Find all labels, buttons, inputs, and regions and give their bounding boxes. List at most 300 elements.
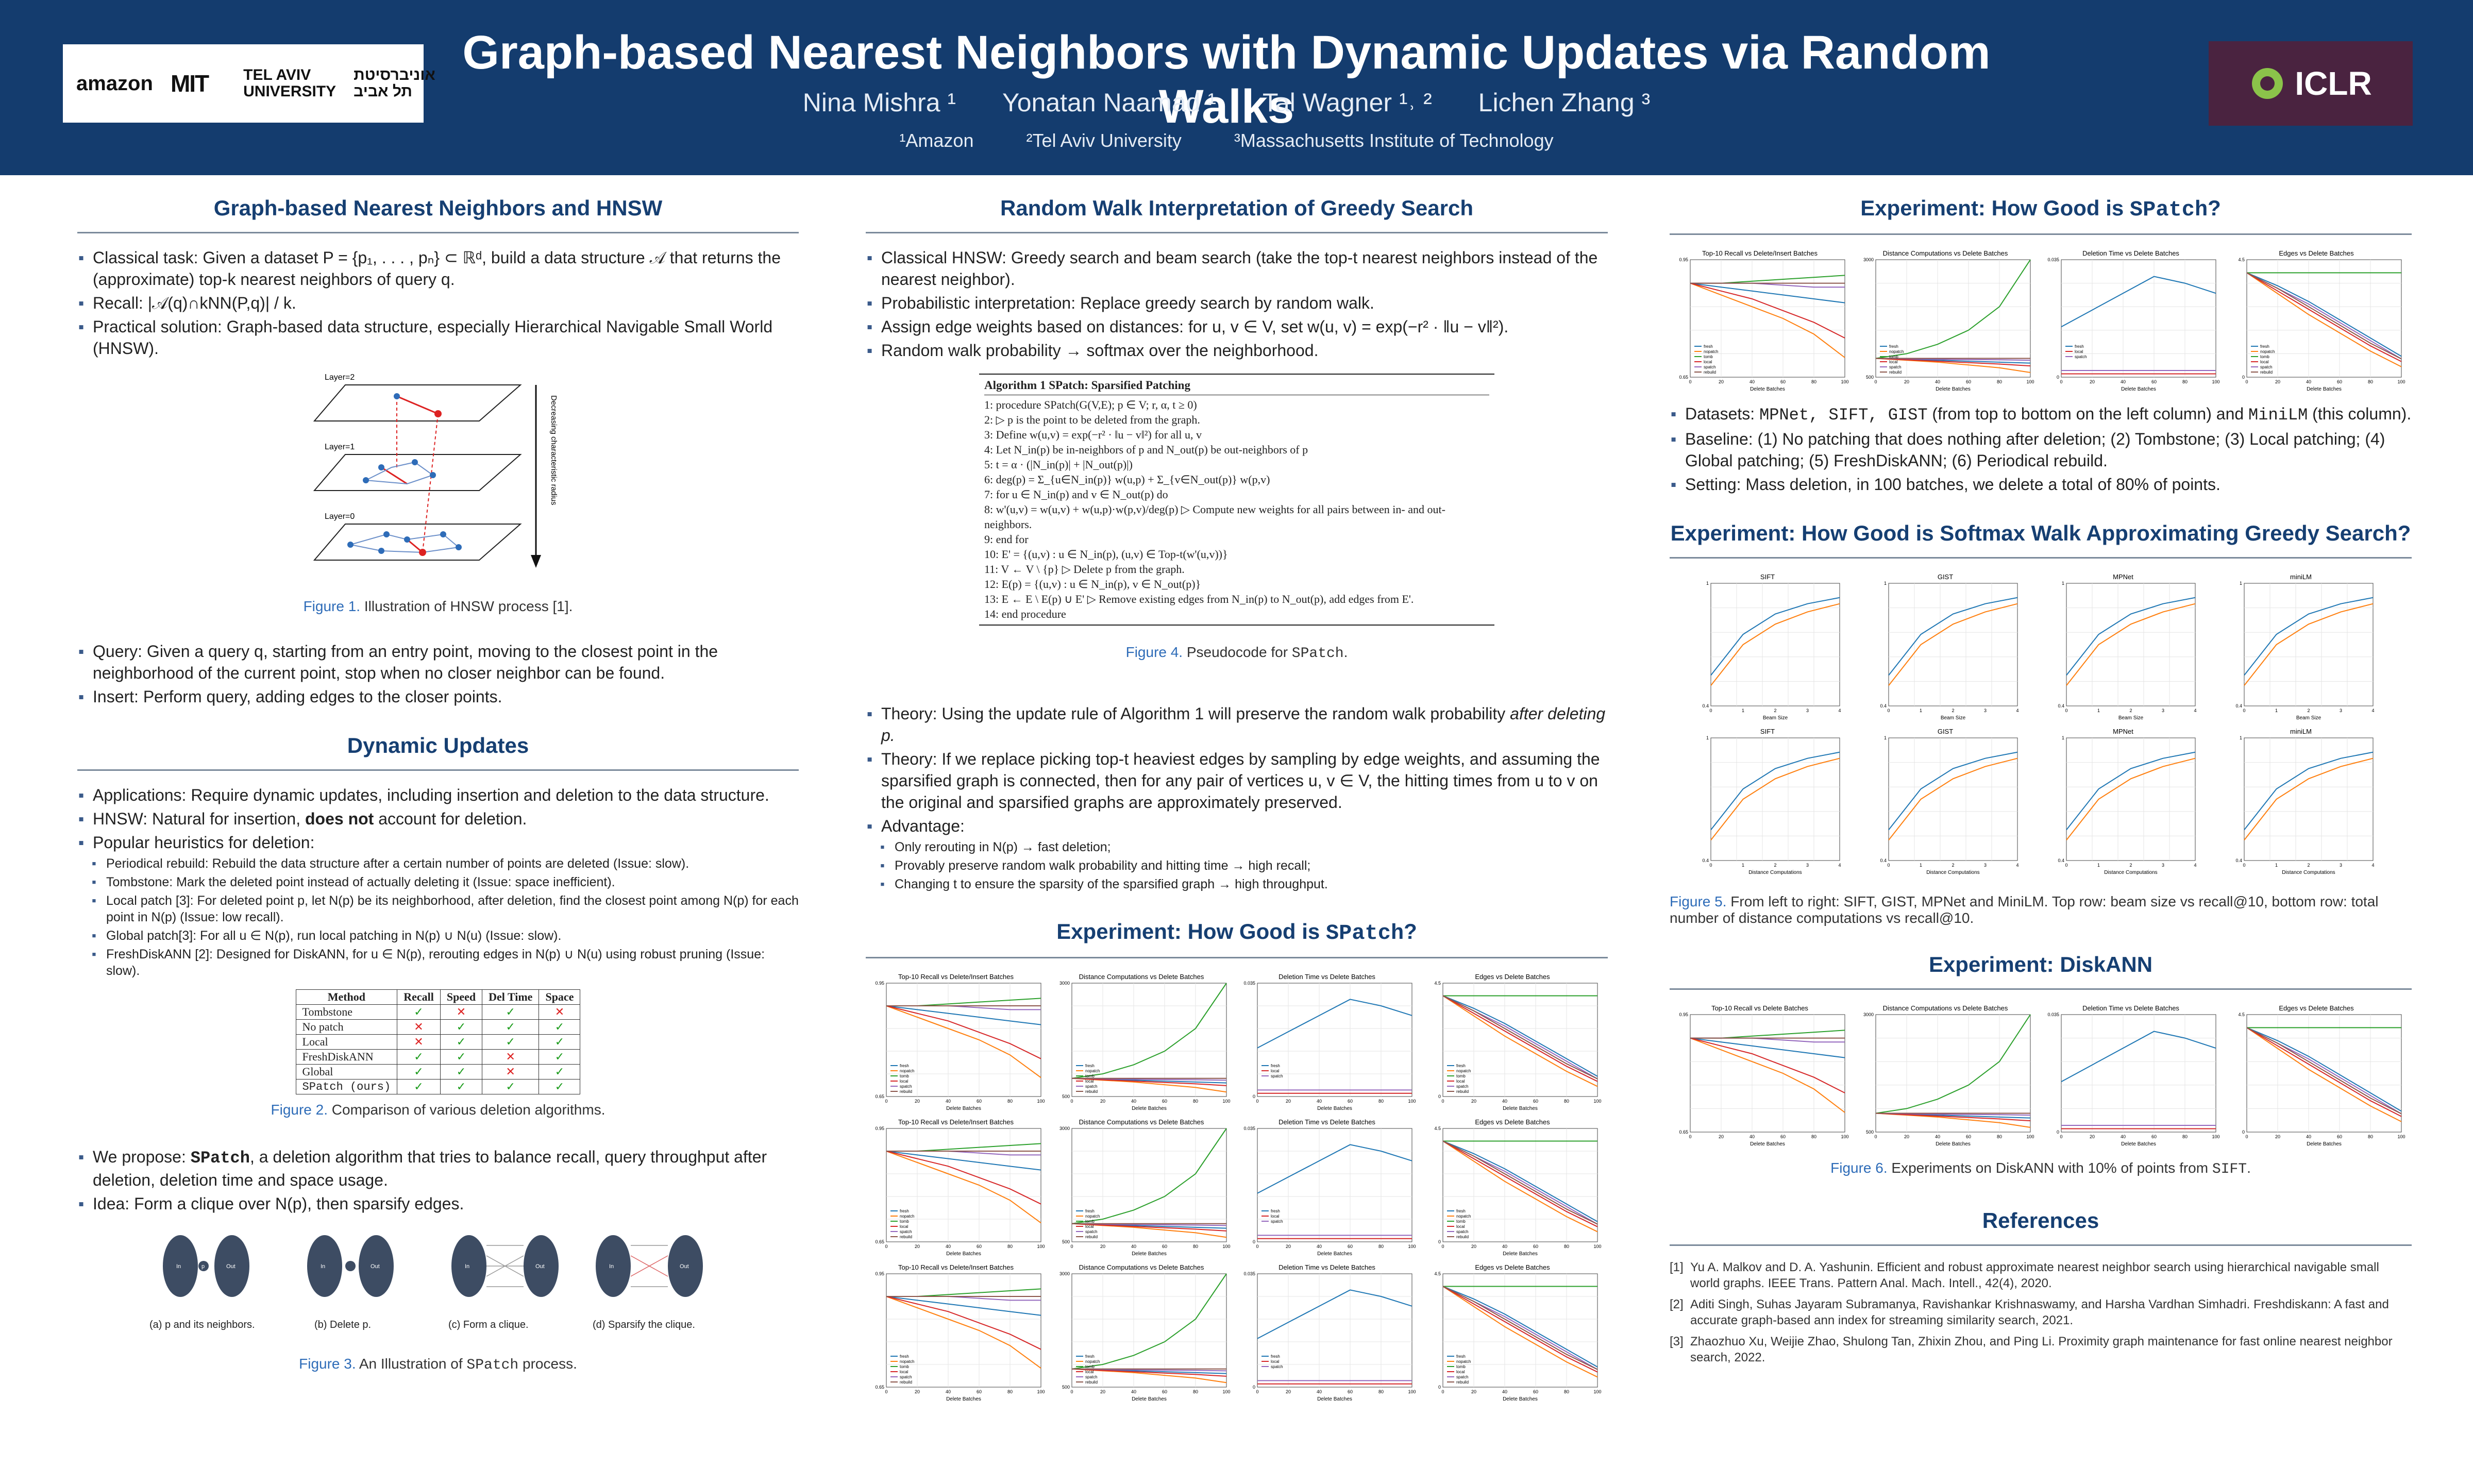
algo-line: 11: V ← V \ {p} ▷ Delete p from the graph. [984,563,1185,576]
algo-line: 5: t = α · (|N_in(p)| + |N_out(p)|) [984,458,1133,471]
section-title: Experiment: DiskANN [1670,952,2412,990]
x-tick-label: 80 [1811,379,1817,384]
table-row: Local ✕ ✓ ✓ ✓ [296,1035,580,1050]
list-item: ▪ Local patch [3]: For deleted point p, let N(p) be its neighborhood, after deletion, find the closest point among N(p) for each point in N(p) (Issue: low recall). [91,892,799,925]
x-tick-label: 100 [1841,1134,1849,1139]
line-chart [1237,1117,1417,1257]
legend-label: fresh [1456,1354,1466,1359]
x-tick-label: 60 [1533,1389,1539,1394]
line-chart [1690,727,1845,876]
x-tick-label: 3 [1806,708,1809,713]
x-tick-label: 20 [914,1389,920,1394]
line-chart [1051,972,1232,1112]
x-tick-label: 20 [2089,379,2095,384]
x-tick-label: 40 [2120,379,2126,384]
x-tick-label: 80 [1563,1244,1570,1249]
legend-label: nopatch [1889,349,1904,354]
svg-text:Layer=0: Layer=0 [325,512,355,521]
legend-label: rebuild [1085,1380,1098,1385]
legend-label: tomb [2260,355,2269,359]
legend-label: local [1271,1359,1280,1364]
x-tick-label: 1 [1741,708,1745,713]
x-tick-label: 60 [1162,1389,1168,1394]
x-tick-label: 1 [2275,708,2278,713]
x-tick-label: 20 [1100,1389,1106,1394]
x-tick-label: 100 [1408,1099,1416,1104]
reference-item: [3] Zhaozhuo Xu, Weijie Zhao, Shulong Tan, Zhixin Zhou, and Ping Li. Proximity graph maintenance for fast online nearest neighbor search, 2022. [1670,1335,2393,1364]
algo-line: 13: E ← E \ E(p) ∪ E' ▷ Remove existing edges from N_in(p) to N_out(p), add edges from E'. [984,593,1414,605]
y-tick-label: 0 [2242,1129,2245,1135]
x-tick-label: 2 [2129,708,2132,713]
x-tick-label: 3 [1806,863,1809,868]
sub-bullet-list [77,855,799,979]
x-tick-label: 20 [1285,1244,1291,1249]
y-tick-label: 0.95 [875,1126,884,1131]
x-tick-label: 40 [1316,1389,1322,1394]
x-tick-label: 100 [1222,1389,1231,1394]
legend-label: rebuild [1085,1089,1098,1094]
x-tick-label: 20 [2275,379,2281,384]
chart-title: Distance Computations vs Delete Batches [1079,1263,1204,1271]
author: Lichen Zhang ³ [1478,88,1651,117]
line-chart [2046,572,2200,721]
svg-text:(b) Delete p.: (b) Delete p. [314,1319,372,1330]
x-axis-label: Delete Batches [2307,1141,2342,1147]
x-tick-label: 0 [1887,708,1890,713]
line-chart [1670,248,1850,393]
x-axis-label: Delete Batches [1936,386,1971,392]
x-tick-label: 4 [1838,863,1841,868]
y-tick-label: 0 [2056,1129,2059,1135]
figure-caption: Figure 1. Illustration of HNSW process [1]. [303,598,573,614]
legend-label: tomb [900,1219,909,1224]
legend-label: rebuild [1456,1089,1469,1094]
legend-label: fresh [1085,1064,1095,1068]
bullet-list [1670,403,2412,495]
x-tick-label: 20 [914,1099,920,1104]
x-tick-label: 20 [1718,1134,1724,1139]
x-tick-label: 100 [2212,1134,2220,1139]
y-tick-label: 4.5 [1434,1126,1441,1131]
comparison-table [296,989,581,1094]
x-tick-label: 100 [2397,379,2405,384]
y-tick-label: 0 [2242,375,2245,380]
line-chart [1051,1262,1232,1403]
list-item: ▪ Setting: Mass deletion, in 100 batches, we delete a total of 80% of points. [1670,474,2412,495]
x-tick-label: 80 [1378,1244,1384,1249]
x-tick-label: 40 [1131,1099,1137,1104]
x-tick-label: 60 [2336,1134,2343,1139]
legend-label: nopatch [1456,1359,1471,1364]
x-axis-label: Delete Batches [2121,386,2156,392]
x-tick-label: 60 [1162,1244,1168,1249]
x-axis-label: Delete Batches [2307,386,2342,392]
x-tick-label: 0 [885,1099,888,1104]
poster-title: Graph-based Nearest Neighbors with Dynamic Updates via Random Walks [462,26,1991,133]
x-tick-label: 40 [2306,1134,2312,1139]
chart-title: Edges vs Delete Batches [1475,973,1550,981]
legend-label: tomb [1456,1074,1466,1078]
legend-label: local [900,1370,909,1374]
y-tick-label: 0 [1252,1239,1255,1244]
legend-label: spatch [900,1229,912,1234]
x-tick-label: 80 [2182,379,2188,384]
legend-label: spatch [900,1375,912,1379]
x-tick-label: 100 [1037,1389,1045,1394]
x-tick-label: 60 [1965,1134,1972,1139]
column-right [1670,196,2412,1371]
bullet-list [866,703,1608,837]
x-tick-label: 60 [2151,1134,2157,1139]
x-tick-label: 2 [1774,863,1777,868]
y-tick-label: 0.95 [1679,1012,1688,1017]
x-tick-label: 3 [2161,863,2165,868]
y-tick-label: 1 [1883,735,1887,740]
legend-label: local [1085,1370,1094,1374]
x-axis-label: Distance Computations [1748,870,1802,875]
x-axis-label: Distance Computations [1926,870,1980,875]
x-tick-label: 1 [1919,863,1923,868]
x-tick-label: 3 [2339,863,2343,868]
chart-title: Top-10 Recall vs Delete/Insert Batches [1702,249,1818,257]
x-tick-label: 60 [1347,1099,1353,1104]
legend-label: tomb [1889,355,1898,359]
author: Nina Mishra ¹ [802,88,956,117]
x-tick-label: 100 [1222,1244,1231,1249]
list-item: ▪ Changing t to ensure the sparsity of the sparsified graph → high throughput. [879,876,1608,892]
legend-label: fresh [1456,1209,1466,1213]
iclr-logo: ICLR [2209,41,2413,126]
legend-label: local [1704,360,1712,364]
x-tick-label: 3 [2339,708,2343,713]
legend-label: fresh [1704,344,1713,349]
legend-label: nopatch [1085,1359,1100,1364]
x-tick-label: 0 [2060,379,2063,384]
legend-label: rebuild [900,1380,913,1385]
legend-label: spatch [2260,365,2273,369]
legend-label: fresh [1271,1064,1280,1068]
figure-caption: Figure 6. Experiments on DiskANN with 10% of points from SIFT. [1830,1160,2251,1177]
legend-label: nopatch [900,1069,915,1073]
list-item: ▪ Global patch[3]: For all u ∈ N(p), run local patching in N(p) ∪ N(u) (Issue: slow). [91,927,799,944]
chart-title: Deletion Time vs Delete Batches [2082,1004,2179,1012]
x-tick-label: 60 [1780,379,1786,384]
plot-area [2061,1015,2216,1132]
x-tick-label: 40 [2120,1134,2126,1139]
table-row: FreshDiskANN ✓ ✓ ✕ ✓ [296,1050,580,1065]
y-tick-label: 0.035 [1243,1271,1255,1276]
chart-title: Deletion Time vs Delete Batches [1278,1263,1375,1271]
legend-label: local [1889,360,1898,364]
algo-line: 1: procedure SPatch(G(V,E); p ∈ V; r, α, t ≥ 0) [984,398,1197,411]
y-tick-label: 3000 [1059,981,1070,986]
bullet-list [77,247,799,359]
x-tick-label: 0 [1709,863,1712,868]
y-tick-label: 0.035 [2047,257,2059,262]
algo-line: 10: E' = {(u,v) : u ∈ N_in(p), (u,v) ∈ Top-t(w'(u,v))} [984,548,1228,561]
legend-label: spatch [1271,1219,1283,1224]
x-tick-label: 0 [1689,1134,1692,1139]
legend-label: fresh [2260,344,2269,349]
x-tick-label: 4 [2371,708,2375,713]
y-tick-label: 1 [2061,735,2064,740]
x-tick-label: 2 [2129,863,2132,868]
legend-label: spatch [2075,355,2087,359]
x-axis-label: Beam Size [1762,715,1788,721]
legend-label: spatch [1889,365,1902,369]
plot-area [1257,983,1412,1097]
x-tick-label: 40 [1131,1244,1137,1249]
legend-label: fresh [2075,344,2084,349]
line-chart [2224,572,2378,721]
x-tick-label: 3 [2161,708,2165,713]
line-chart [1422,972,1603,1112]
legend-label: nopatch [900,1214,915,1219]
x-axis-label: Distance Computations [2282,870,2335,875]
legend-label: tomb [900,1074,909,1078]
legend-label: nopatch [900,1359,915,1364]
list-item: ▪ Classical task: Given a dataset P = {p₁, . . . , pₙ} ⊂ ℝᵈ, build a data structure 𝒜 that returns the (approximate) top-k nearest neighbors of query q. [77,247,799,290]
x-tick-label: 3 [1983,863,1987,868]
reference-item: [2] Aditi Singh, Suhas Jayaram Subramanya, Ravishankar Krishnaswamy, and Harsha Vardhan Simhadri. Freshdiskann: A fast and accurate graph-based ann index for streaming similarity search, 2021. [1670,1297,2389,1327]
list-item: ▪ Tombstone: Mark the deleted point instead of actually deleting it (Issue: space inefficient). [91,874,799,890]
y-tick-label: 0.4 [2235,703,2242,709]
list-item: ▪ Baseline: (1) No patching that does nothing after deletion; (2) Tombstone; (3) Local patching; (4) Global patching; (5) FreshDiskANN; (6) Periodical rebuild. [1670,428,2412,471]
x-tick-label: 0 [1874,379,1877,384]
author: Yonatan Naamad ¹ [1002,88,1217,117]
legend-label: local [900,1079,909,1084]
y-tick-label: 0.4 [1702,858,1709,863]
legend-label: local [2075,349,2083,354]
legend-label: tomb [1085,1219,1095,1224]
x-tick-label: 40 [945,1244,951,1249]
list-item: ▪ Random walk probability → softmax over the neighborhood. [866,340,1608,361]
svg-text:Out: Out [535,1263,545,1270]
legend-label: spatch [1085,1084,1098,1089]
x-tick-label: 80 [2367,1134,2374,1139]
x-axis-label: Delete Batches [1503,1106,1538,1111]
legend-label: rebuild [1704,370,1717,375]
x-tick-label: 60 [976,1244,982,1249]
x-tick-label: 0 [1256,1389,1259,1394]
x-axis-label: Delete Batches [1317,1251,1352,1257]
x-tick-label: 2 [1774,708,1777,713]
x-tick-label: 4 [1838,708,1841,713]
y-tick-label: 0.65 [875,1385,884,1390]
y-tick-label: 0.4 [1880,858,1887,863]
chart-title: Deletion Time vs Delete Batches [1278,1118,1375,1126]
x-axis-label: Delete Batches [1317,1396,1352,1402]
legend-label: fresh [1271,1354,1280,1359]
svg-text:(d) Sparsify the clique.: (d) Sparsify the clique. [593,1319,695,1330]
x-tick-label: 100 [2026,1134,2034,1139]
mit-logo: MIT [170,70,209,97]
y-tick-label: 0.4 [2058,858,2064,863]
y-tick-label: 0.65 [875,1094,884,1099]
chart-title: Distance Computations vs Delete Batches [1882,1004,2008,1012]
bullet-list [866,247,1608,361]
x-tick-label: 100 [1408,1244,1416,1249]
x-tick-label: 0 [2243,863,2246,868]
x-tick-label: 1 [1741,863,1745,868]
figure-caption: Figure 3. An Illustration of SPatch process. [299,1356,577,1373]
x-tick-label: 40 [1934,1134,1941,1139]
section-title: Experiment: How Good is Softmax Walk Approximating Greedy Search? [1670,521,2412,559]
line-chart [1855,1003,2035,1148]
algo-line: 6: deg(p) = Σ_{u∈N_in(p)} w(u,p) + Σ_{v∈N_out(p)} w(p,v) [984,473,1270,486]
x-tick-label: 2 [2307,863,2310,868]
x-tick-label: 100 [2026,379,2034,384]
x-tick-label: 40 [1502,1099,1508,1104]
x-tick-label: 80 [1811,1134,1817,1139]
line-chart [866,1117,1046,1257]
legend-label: spatch [1085,1375,1098,1379]
svg-text:Out: Out [680,1263,689,1270]
algo-line: 8: w'(u,v) = w(u,v) + w(u,p)·w(p,v)/deg(p) ▷ Compute new weights for all pairs between in- and out-neighbors. [984,503,1445,531]
legend-label: fresh [1889,344,1898,349]
x-tick-label: 100 [1222,1099,1231,1104]
x-tick-label: 0 [1441,1099,1444,1104]
y-tick-label: 0.4 [2235,858,2242,863]
line-chart [1670,1003,1850,1148]
legend-label: rebuild [2260,370,2273,375]
x-tick-label: 20 [1471,1099,1477,1104]
y-tick-label: 3000 [1863,1012,1874,1017]
algorithm-box: Algorithm 1 SPatch: Sparsified Patching 1: procedure SPatch(G(V,E); p ∈ V; r, α, t ≥ 0) 2: ▷ p is the point to be deleted from the graph. 3: Define w(u,v) = exp(−r² · ‖u − v‖²) for all u, v 4: Let N_in(p) be in-neighbors of p and N_out(p) be out-neighbors of p 5: t = α · (|N_in(p)| + |N_out(p)|) 6: deg(p) = Σ_{u∈N_in(p)} w(u,p) + Σ_{v∈N_out(p)} w(p,v) 7: for u ∈ N_in(p) and v ∈ N_out(p) do 8: w'(u,v) = w(u,v) + w(u,p)·w(p,v)/deg(p) ▷ Compute new weights for all pairs between in- and out-neighbors. 9: end for 10: E' = {(u,v) : u ∈ N_in(p), (u,v) ∈ Top-t(w'(u,v))} 11: V ← V \ {p} ▷ Delete p from the graph. 12: E(p) = {(u,v) : u ∈ N_in(p), v ∈ N_out(p)} 13: E ← E \ E(p) ∪ E' ▷ Remove existing edges from N_in(p) to N_out(p), add edges from E'. 14: end procedure [979,374,1494,626]
x-tick-label: 100 [1593,1244,1602,1249]
x-axis-label: Delete Batches [2121,1141,2156,1147]
bullet-list [77,640,799,707]
diskann-chart-row [1670,1003,2412,1153]
legend-label: local [1271,1214,1280,1219]
y-tick-label: 0 [1438,1239,1441,1244]
section-title: Dynamic Updates [77,733,799,771]
x-tick-label: 0 [1441,1389,1444,1394]
legend-label: rebuild [1456,1380,1469,1385]
legend-label: tomb [1456,1219,1466,1224]
list-item: ▪ Theory: Using the update rule of Algorithm 1 will preserve the random walk probability after deleting p. [866,703,1608,746]
tau-hebrew: אוניברסיטת תל אביב [354,66,435,100]
x-tick-label: 60 [1162,1099,1168,1104]
legend-label: spatch [1271,1364,1283,1369]
chart-title: Edges vs Delete Batches [2279,1004,2354,1012]
line-chart [866,1262,1046,1403]
algo-line: 14: end procedure [984,608,1066,620]
legend-label: fresh [900,1354,909,1359]
x-tick-label: 60 [2151,379,2157,384]
y-tick-label: 1 [1883,581,1887,586]
x-axis-label: Delete Batches [946,1106,981,1111]
y-tick-label: 500 [1062,1385,1070,1390]
list-item: ▪ Insert: Perform query, adding edges to the closer points. [77,686,799,707]
x-tick-label: 0 [2065,708,2068,713]
list-item: ▪ Theory: If we replace picking top-t heaviest edges by sampling by edge weights, and assuming the sparsified graph is connected, then for any pair of vertices u, v ∈ V, the hitting times from u to v on the original and sparsified graphs are approximately preserved. [866,748,1608,813]
x-tick-label: 40 [1749,1134,1755,1139]
x-tick-label: 100 [1841,379,1849,384]
legend-label: fresh [1085,1354,1095,1359]
svg-text:In: In [321,1263,326,1270]
x-tick-label: 0 [885,1244,888,1249]
svg-text:Out: Out [371,1263,380,1270]
line-chart [2226,248,2407,393]
y-tick-label: 3000 [1059,1126,1070,1131]
legend-label: fresh [900,1209,909,1213]
legend-label: nopatch [1085,1214,1100,1219]
list-item: ▪ Advantage: [866,815,1608,837]
x-tick-label: 2 [2307,708,2310,713]
column-left [77,196,799,1380]
y-tick-label: 3000 [1059,1271,1070,1276]
x-tick-label: 80 [1996,379,2003,384]
x-tick-label: 60 [1533,1244,1539,1249]
x-tick-label: 80 [2182,1134,2188,1139]
svg-text:In: In [176,1263,181,1270]
svg-text:p: p [201,1263,205,1270]
x-tick-label: 60 [976,1389,982,1394]
table-row: Global ✓ ✓ ✕ ✓ [296,1065,580,1080]
x-tick-label: 80 [1007,1244,1013,1249]
y-tick-label: 1 [2239,581,2242,586]
hnsw-figure [304,364,572,591]
x-tick-label: 80 [1378,1099,1384,1104]
table-header-row: Method Recall Speed Del Time Space [296,990,580,1005]
legend-label: spatch [1456,1084,1469,1089]
x-tick-label: 2 [1952,708,1955,713]
x-tick-label: 4 [2371,863,2375,868]
affiliation-list [443,130,2010,151]
legend-label: spatch [1085,1229,1098,1234]
y-tick-label: 0.65 [875,1239,884,1244]
x-tick-label: 60 [1780,1134,1786,1139]
minilm-chart-row [1670,248,2412,398]
list-item: ▪ Recall: |𝒜(q)∩kNN(P,q)| / k. [77,292,799,314]
x-tick-label: 40 [1316,1099,1322,1104]
x-axis-label: Delete Batches [946,1251,981,1257]
list-item: ▪ Periodical rebuild: Rebuild the data structure after a certain number of points are deleted (Issue: slow). [91,855,799,872]
affiliation: ²Tel Aviv University [1026,130,1182,151]
chart-title: MPNet [2113,728,2133,735]
y-tick-label: 0 [1438,1094,1441,1099]
legend-label: local [1085,1079,1094,1084]
x-tick-label: 40 [1502,1244,1508,1249]
list-item: ▪ Popular heuristics for deletion: [77,832,799,853]
svg-text:Layer=2: Layer=2 [325,373,355,382]
x-tick-label: 4 [2194,863,2197,868]
line-chart [1422,1262,1603,1403]
legend-label: local [1456,1079,1465,1084]
x-tick-label: 1 [2097,708,2100,713]
affiliation: ¹Amazon [899,130,974,151]
x-tick-label: 40 [945,1099,951,1104]
x-tick-label: 2 [1952,863,1955,868]
x-tick-label: 100 [1593,1099,1602,1104]
x-tick-label: 80 [1192,1389,1199,1394]
line-chart [1868,727,2023,876]
algo-line: 3: Define w(u,v) = exp(−r² · ‖u − v‖²) for all u, v [984,428,1202,441]
legend-label: spatch [1271,1074,1283,1078]
y-tick-label: 1 [2061,581,2064,586]
x-tick-label: 60 [1347,1244,1353,1249]
y-tick-label: 3000 [1863,257,1874,262]
y-tick-label: 4.5 [1434,1271,1441,1276]
x-tick-label: 100 [1037,1099,1045,1104]
y-tick-label: 0.4 [1880,703,1887,709]
legend-label: rebuild [1085,1235,1098,1239]
line-chart [1855,248,2035,393]
chart-title: Distance Computations vs Delete Batches [1882,249,2008,257]
x-tick-label: 20 [1285,1389,1291,1394]
x-tick-label: 40 [1131,1389,1137,1394]
